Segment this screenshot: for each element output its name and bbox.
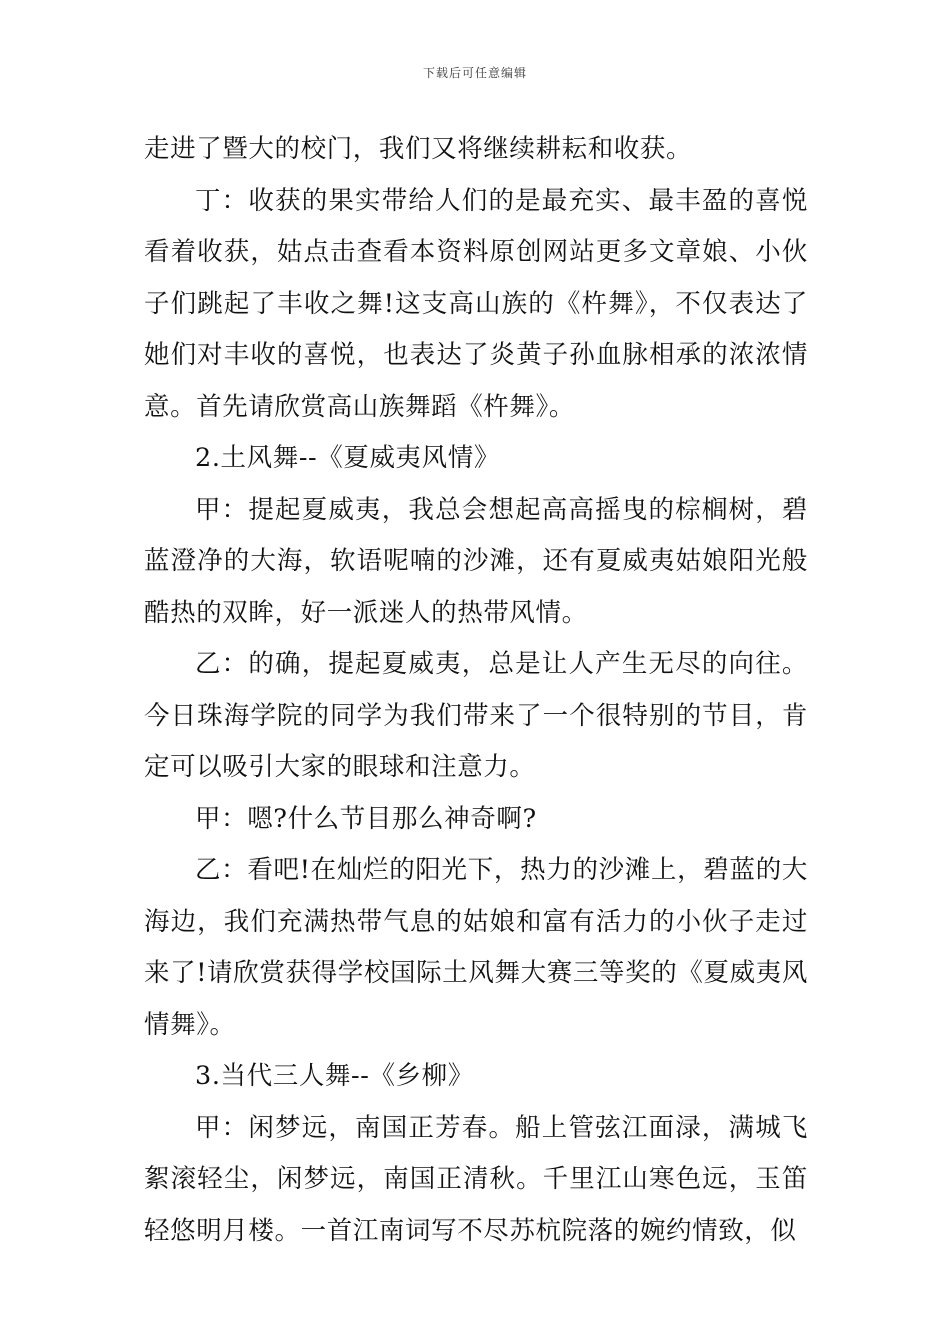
paragraph-2: 丁：收获的果实带给人们的是最充实、最丰盈的喜悦看着收获，姑点击查看本资料原创网站更多文章娘、小伙子们跳起了丰收之舞!这支高山族的《杵舞》，不仅表达了她们对丰收的喜悦，也表达了炎黄子孙血脉相承的浓浓情意。首先请欣赏高山族舞蹈《杵舞》。 xyxy=(144,185,808,422)
document-body xyxy=(144,124,808,1257)
paragraph-4: 乙：的确，提起夏威夷，总是让人产生无尽的向往。今日珠海学院的同学为我们带来了一个很特别的节目，肯定可以吸引大家的眼球和注意力。 xyxy=(144,649,808,782)
paragraph-1: 走进了暨大的校门，我们又将继续耕耘和收获。 xyxy=(144,134,693,164)
paragraph-5: 甲：嗯?什么节目那么神奇啊? xyxy=(195,803,537,834)
paragraph-7: 甲：闲梦远，南国正芳春。船上管弦江面渌，满城飞絮滚轻尘，闲梦远，南国正清秋。千里江山寒色远，玉笛轻悠明月楼。一首江南词写不尽苏杭院落的婉约情致，似 xyxy=(144,1112,808,1246)
section-heading-3: 3.当代三人舞--《乡柳》 xyxy=(195,1061,474,1091)
section-heading-2: 2.土风舞--《夏威夷风情》 xyxy=(195,443,500,473)
paragraph-6: 乙：看吧!在灿烂的阳光下，热力的沙滩上，碧蓝的大海边，我们充满热带气息的姑娘和富有活力的小伙子走过来了!请欣赏获得学校国际土风舞大赛三等奖的《夏威夷风情舞》。 xyxy=(144,855,808,1040)
paragraph-3: 甲：提起夏威夷，我总会想起高高摇曳的棕榈树，碧蓝澄净的大海，软语呢喃的沙滩，还有夏威夷姑娘阳光般酷热的双眸，好一派迷人的热带风情。 xyxy=(144,494,808,628)
page-header-note: 下载后可任意编辑 xyxy=(422,66,527,80)
